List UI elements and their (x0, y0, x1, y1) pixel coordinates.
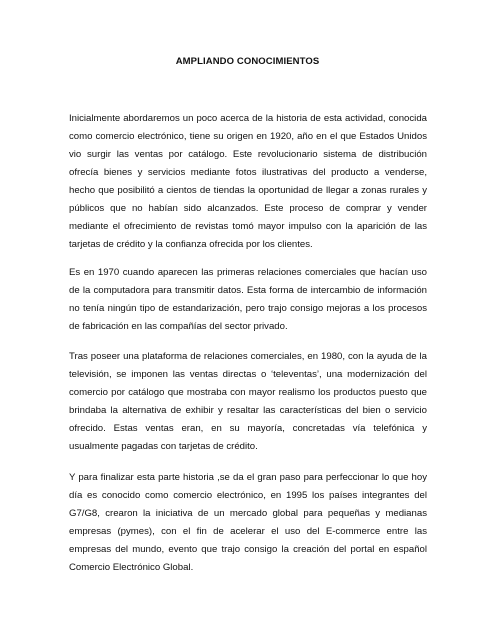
document-body (69, 110, 427, 591)
paragraph-1: Inicialmente abordaremos un poco acerca de la historia de esta actividad, conocida como comercio electrónico, tiene su origen en 1920, año en el que Estados Unidos vio surgir las ventas por catálogo. Este revolucionario sistema de distribución ofrecía bienes y servicios mediante fotos ilustrativas del producto a venderse, hecho que posibilitó a cientos de tiendas la oportunidad de llegar a zonas rurales y públicos que no habían sido alcanzados. Este proceso de comprar y vender mediante el ofrecimiento de revistas tomó mayor impulso con la aparición de las tarjetas de crédito y la confianza ofrecida por los clientes. (69, 113, 427, 250)
paragraph-2: Es en 1970 cuando aparecen las primeras relaciones comerciales que hacían uso de la computadora para transmitir datos. Esta forma de intercambio de información no tenía ningún tipo de estandarización, pero trajo consigo mejoras a los procesos de fabricación en las compañías del sector privado. (69, 267, 427, 332)
paragraph-3: Tras poseer una plataforma de relaciones comerciales, en 1980, con la ayuda de la televisión, se imponen las ventas directas o ‘televentas’, una modernización del comercio por catálogo que mostraba con mayor realismo los productos puesto que brindaba la alternativa de exhibir y resaltar las características del bien o servicio ofrecido. Estas ventas eran, en su mayoría, concretadas vía telefónica y usualmente pagadas con tarjetas de crédito. (69, 351, 427, 452)
page-title: AMPLIANDO CONOCIMIENTOS (175, 56, 320, 67)
paragraph-4: Y para finalizar esta parte historia ,se da el gran paso para perfeccionar lo que hoy día es conocido como comercio electrónico, en 1995 los países integrantes del G7/G8, crearon la iniciativa de un mercado global para pequeñas y medianas empresas (pymes), con el fin de acelerar el uso del E-commerce entre las empresas del mundo, evento que trajo consigo la creación del portal en español Comercio Electrónico Global. (69, 472, 427, 573)
